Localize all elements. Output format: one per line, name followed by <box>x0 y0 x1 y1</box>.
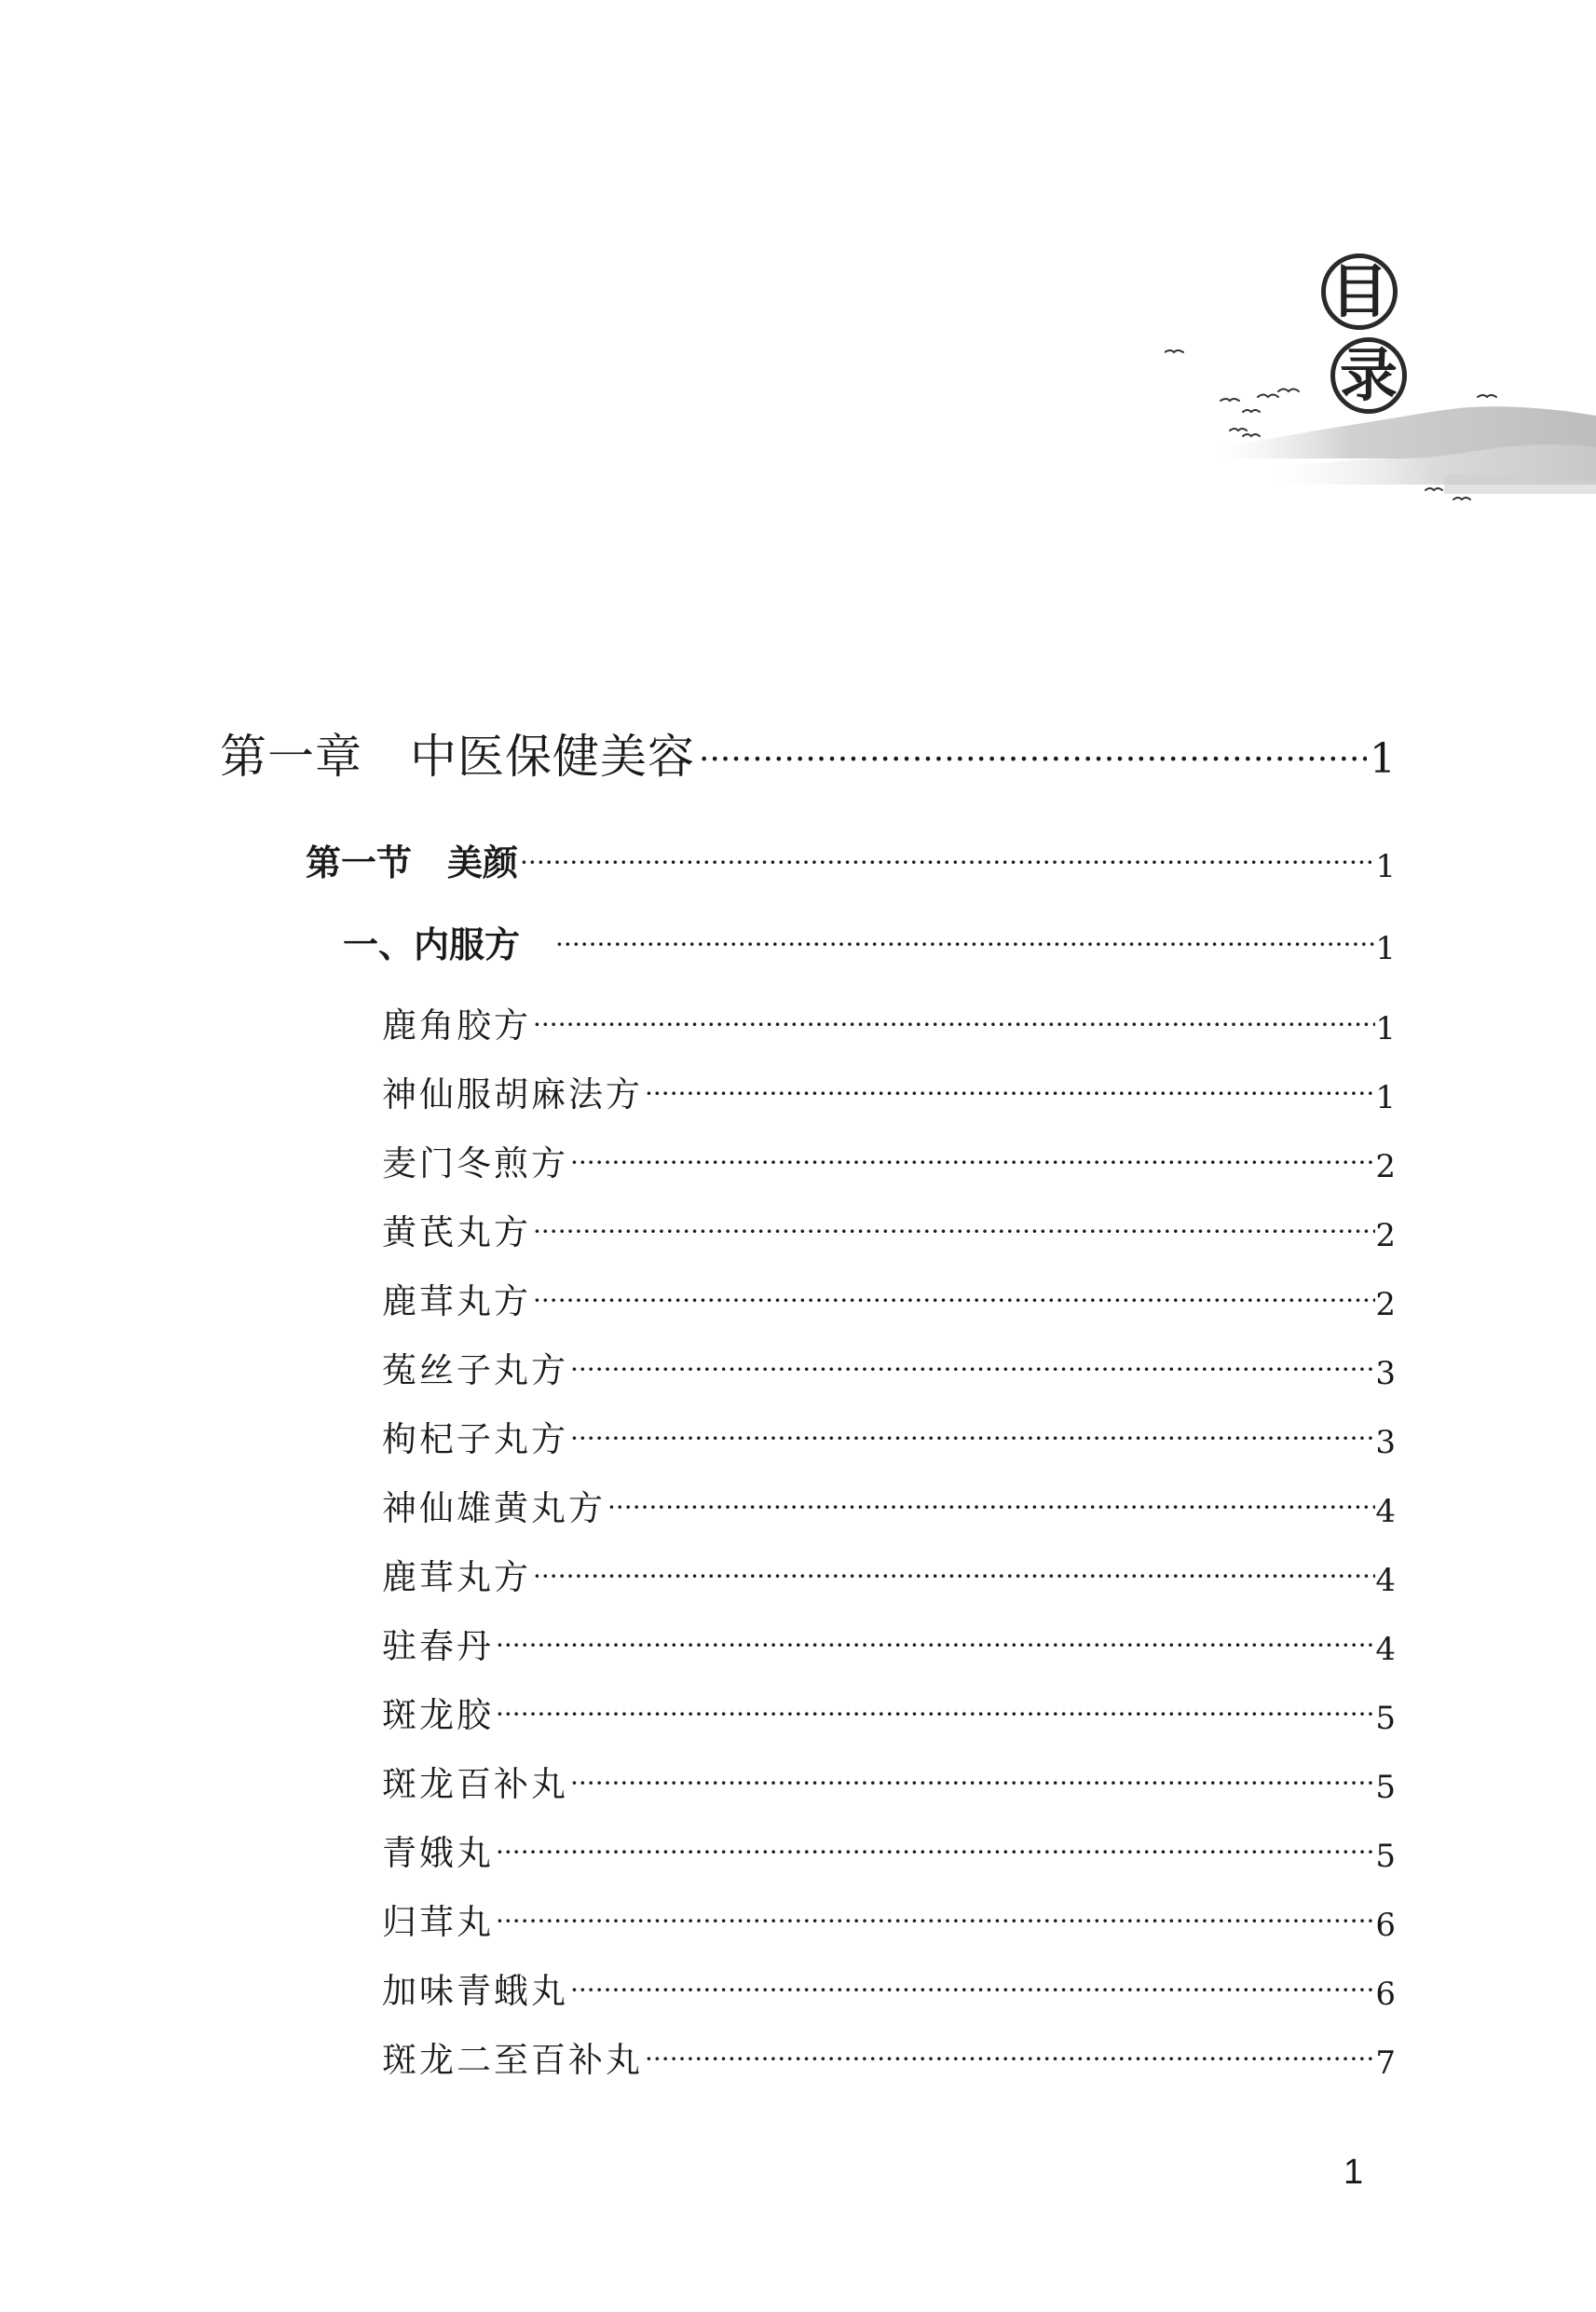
toc-item[interactable] <box>382 1547 1396 1599</box>
toc-item-label: 鹿茸丸方 <box>382 1281 531 1321</box>
leader-dots <box>494 1699 1375 1737</box>
toc-item-label: 斑龙二至百补丸 <box>382 2040 643 2080</box>
toc-item[interactable] <box>382 1961 1396 2013</box>
leader-dots <box>695 741 1367 787</box>
toc-item[interactable] <box>382 2030 1396 2082</box>
toc-item-label: 鹿茸丸方 <box>382 1557 531 1597</box>
toc-section-page: 1 <box>1375 848 1396 885</box>
leader-dots <box>531 1009 1375 1047</box>
toc-item[interactable] <box>382 1340 1396 1392</box>
leader-dots <box>518 847 1375 885</box>
leader-dots <box>531 1285 1375 1323</box>
toc-item-label: 加味青蛾丸 <box>382 1971 568 2011</box>
leader-dots <box>643 1078 1375 1116</box>
leader-dots <box>568 1423 1375 1461</box>
leader-dots <box>531 1561 1375 1599</box>
toc-item-page: 4 <box>1375 1631 1396 1668</box>
leader-dots <box>568 1975 1375 2013</box>
leader-dots <box>553 929 1375 967</box>
toc-item-label: 驻春丹 <box>382 1626 494 1666</box>
toc-subsection-label: 一、内服方 <box>343 924 521 965</box>
toc-subsection-page: 1 <box>1375 930 1396 967</box>
toc-item-label: 枸杞子丸方 <box>382 1419 568 1459</box>
toc-item-page: 4 <box>1375 1493 1396 1530</box>
toc-item-page: 1 <box>1375 1010 1396 1047</box>
toc-item-label: 鹿角胶方 <box>382 1006 531 1046</box>
toc-item[interactable] <box>382 1133 1396 1185</box>
toc-item-page: 6 <box>1375 1907 1396 1944</box>
toc-item[interactable] <box>382 1202 1396 1254</box>
toc-item-page: 5 <box>1375 1838 1396 1875</box>
leader-dots <box>568 1354 1375 1392</box>
title-character-lu: 录 <box>1330 337 1407 414</box>
toc-item[interactable] <box>382 1685 1396 1737</box>
toc-item-label: 菟丝子丸方 <box>382 1350 568 1390</box>
toc-item[interactable] <box>382 995 1396 1047</box>
toc-item-page: 2 <box>1375 1217 1396 1254</box>
toc-item-label: 归茸丸 <box>382 1902 494 1942</box>
leader-dots <box>531 1216 1375 1254</box>
leader-dots <box>568 1147 1375 1185</box>
toc-chapter-entry[interactable] <box>220 721 1396 787</box>
toc-item-page: 4 <box>1375 1562 1396 1599</box>
toc-item-page: 3 <box>1375 1424 1396 1461</box>
toc-item-label: 黄芪丸方 <box>382 1212 531 1252</box>
toc-item-page: 3 <box>1375 1355 1396 1392</box>
page-number: 1 <box>1344 2153 1364 2192</box>
toc-item-page: 5 <box>1375 1700 1396 1737</box>
toc-item-label: 麦门冬煎方 <box>382 1143 568 1183</box>
toc-item[interactable] <box>382 1271 1396 1323</box>
toc-item-page: 7 <box>1375 2045 1396 2082</box>
toc-item-page: 5 <box>1375 1769 1396 1806</box>
toc-item[interactable] <box>382 1892 1396 1944</box>
toc-item-page: 6 <box>1375 1976 1396 2013</box>
leader-dots <box>643 2044 1375 2082</box>
leader-dots <box>606 1492 1375 1530</box>
leader-dots <box>568 1768 1375 1806</box>
toc-item-page: 2 <box>1375 1286 1396 1323</box>
toc-item[interactable] <box>382 1478 1396 1530</box>
toc-subsection-entry[interactable] <box>343 915 1396 967</box>
toc-item-label: 斑龙胶 <box>382 1695 494 1735</box>
toc-chapter-page: 1 <box>1370 735 1396 783</box>
toc-chapter-label: 第一章 中医保健美容 <box>220 730 695 784</box>
toc-section-label: 第一节 美颜 <box>306 842 519 883</box>
toc-item[interactable] <box>382 1616 1396 1668</box>
leader-dots <box>494 1837 1375 1875</box>
toc-section-entry[interactable] <box>306 833 1396 885</box>
leader-dots <box>494 1906 1375 1944</box>
toc-item[interactable] <box>382 1409 1396 1461</box>
toc-item-page: 1 <box>1375 1079 1396 1116</box>
toc-item[interactable] <box>382 1064 1396 1116</box>
toc-item-page: 2 <box>1375 1148 1396 1185</box>
toc-item-label: 青娥丸 <box>382 1833 494 1873</box>
toc-item-label: 斑龙百补丸 <box>382 1764 568 1804</box>
toc-item-label: 神仙雄黄丸方 <box>382 1488 606 1528</box>
toc-item-label: 神仙服胡麻法方 <box>382 1074 643 1115</box>
toc-item[interactable] <box>382 1823 1396 1875</box>
toc-item[interactable] <box>382 1754 1396 1806</box>
leader-dots <box>494 1630 1375 1668</box>
title-character-mu: 目 <box>1321 253 1398 330</box>
